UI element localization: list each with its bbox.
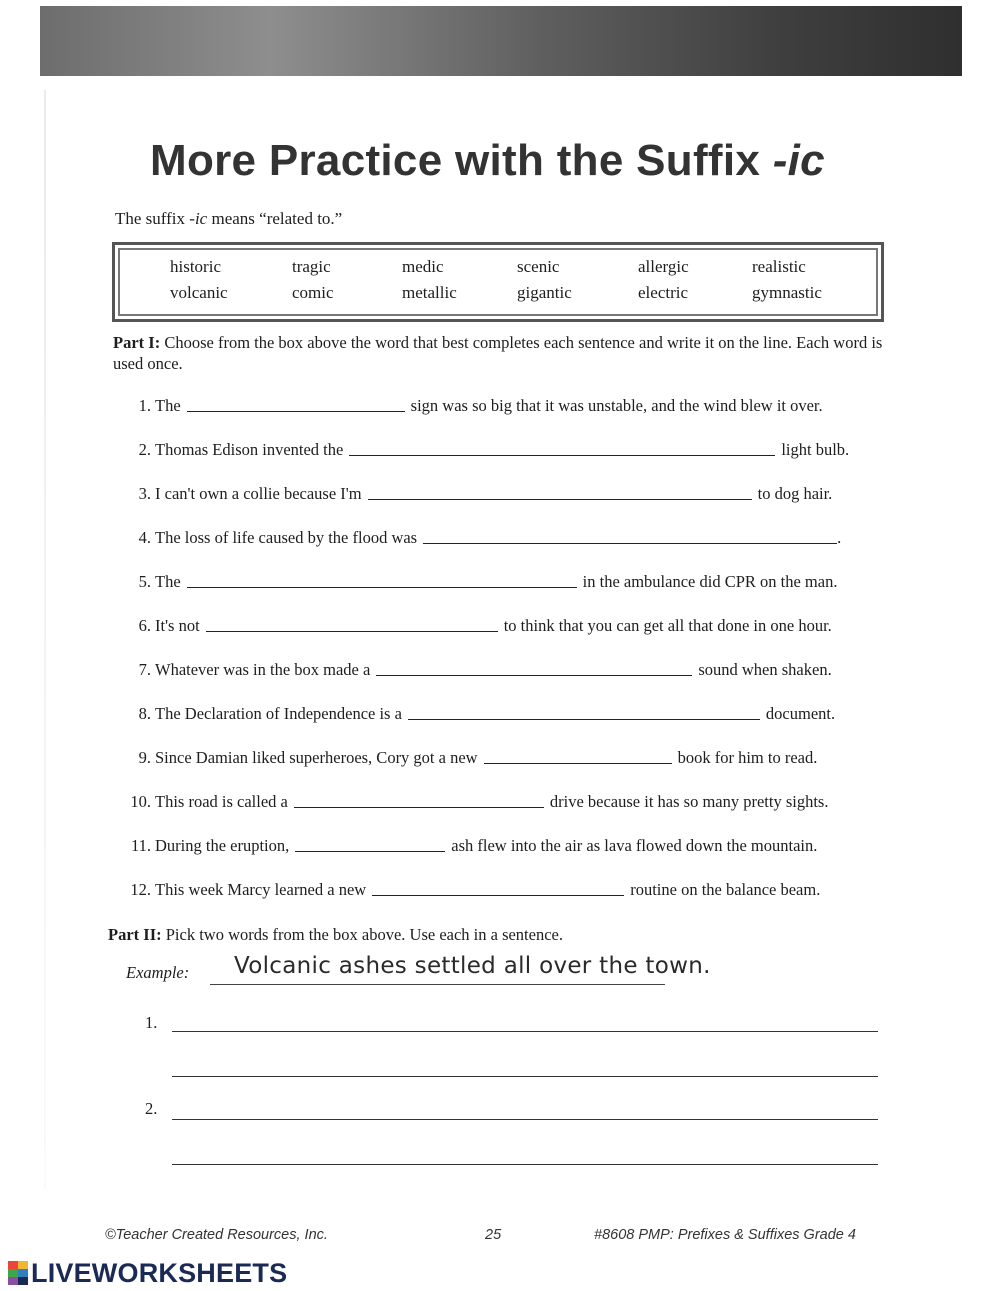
liveworksheets-logo	[8, 1258, 287, 1288]
sentence-row: 7. Whatever was in the box made a sound when shaken.	[138, 660, 832, 679]
answer-line[interactable]	[172, 1164, 878, 1165]
answer-blank[interactable]	[484, 762, 672, 764]
answer-blank[interactable]	[295, 850, 445, 852]
word-bank-item: medic	[402, 257, 444, 276]
example-handwritten-sentence: Volcanic ashes settled all over the town.	[234, 953, 711, 979]
word-bank-item: historic	[170, 257, 221, 276]
part2-instructions: Part II: Pick two words from the box above. Use each in a sentence.	[108, 925, 563, 944]
word-bank-item: scenic	[517, 257, 560, 276]
sentence-row: 4. The loss of life caused by the flood was .	[138, 528, 842, 547]
answer-blank[interactable]	[368, 498, 752, 500]
answer-number: 2.	[145, 1099, 158, 1118]
word-bank-item: electric	[638, 283, 689, 302]
scan-header-bar	[40, 6, 962, 76]
liveworksheets-icon	[8, 1261, 28, 1285]
word-bank-item: gymnastic	[752, 283, 822, 302]
example-line	[210, 984, 665, 985]
sentence-row: 1. The sign was so big that it was unstable, and the wind blew it over.	[138, 396, 823, 415]
word-bank-item: comic	[292, 283, 334, 302]
answer-blank[interactable]	[349, 454, 775, 456]
sentence-row: 10. This road is called a drive because it has so many pretty sights.	[130, 792, 829, 811]
answer-line[interactable]	[172, 1076, 878, 1077]
sentence-row: 8. The Declaration of Independence is a document.	[138, 704, 836, 723]
title-suffix: -ic	[772, 136, 825, 185]
intro-text: The suffix -ic means “related to.”	[115, 209, 343, 228]
sentence-row: 3. I can't own a collie because I'm to dog hair.	[138, 484, 833, 503]
answer-line[interactable]	[172, 1119, 878, 1120]
example-label: Example:	[126, 963, 190, 982]
answer-blank[interactable]	[372, 894, 624, 896]
answer-line[interactable]	[172, 1031, 878, 1032]
word-bank-item: gigantic	[517, 283, 572, 302]
answer-blank[interactable]	[423, 542, 837, 544]
answer-blank[interactable]	[187, 586, 577, 588]
word-bank-item: tragic	[292, 257, 331, 276]
word-bank-item: metallic	[402, 283, 457, 302]
answer-number: 1.	[145, 1013, 158, 1032]
liveworksheets-wordmark: LIVEWORKSHEETS	[31, 1257, 288, 1288]
footer-copyright: ©Teacher Created Resources, Inc.	[105, 1227, 328, 1243]
scan-edge-shadow	[44, 90, 46, 1190]
word-bank-item: realistic	[752, 257, 806, 276]
footer-book-title: #8608 PMP: Prefixes & Suffixes Grade 4	[594, 1227, 856, 1243]
answer-blank[interactable]	[376, 674, 692, 676]
word-bank-grid	[170, 257, 872, 309]
answer-blank[interactable]	[408, 718, 760, 720]
sentence-row: 6. It's not to think that you can get all that done in one hour.	[138, 616, 832, 635]
word-bank-item: allergic	[638, 257, 689, 276]
answer-blank[interactable]	[206, 630, 498, 632]
sentence-row: 12. This week Marcy learned a new routine on the balance beam.	[130, 880, 821, 899]
footer-page-number: 25	[485, 1227, 502, 1243]
sentence-row: 9. Since Damian liked superheroes, Cory got a new book for him to read.	[138, 748, 818, 767]
answer-blank[interactable]	[294, 806, 544, 808]
part1-instructions: Part I: Choose from the box above the word that best completes each sentence and write it on the line. Each word is used once.	[113, 333, 883, 373]
answer-blank[interactable]	[187, 410, 405, 412]
word-bank-box	[112, 242, 884, 322]
sentence-row: 5. The in the ambulance did CPR on the man.	[138, 572, 838, 591]
sentence-row: 11. During the eruption, ash flew into the air as lava flowed down the mountain.	[130, 836, 818, 855]
word-bank-item: volcanic	[170, 283, 228, 302]
page-title: More Practice with the Suffix -ic	[150, 136, 825, 185]
sentence-row: 2. Thomas Edison invented the light bulb.	[138, 440, 850, 459]
